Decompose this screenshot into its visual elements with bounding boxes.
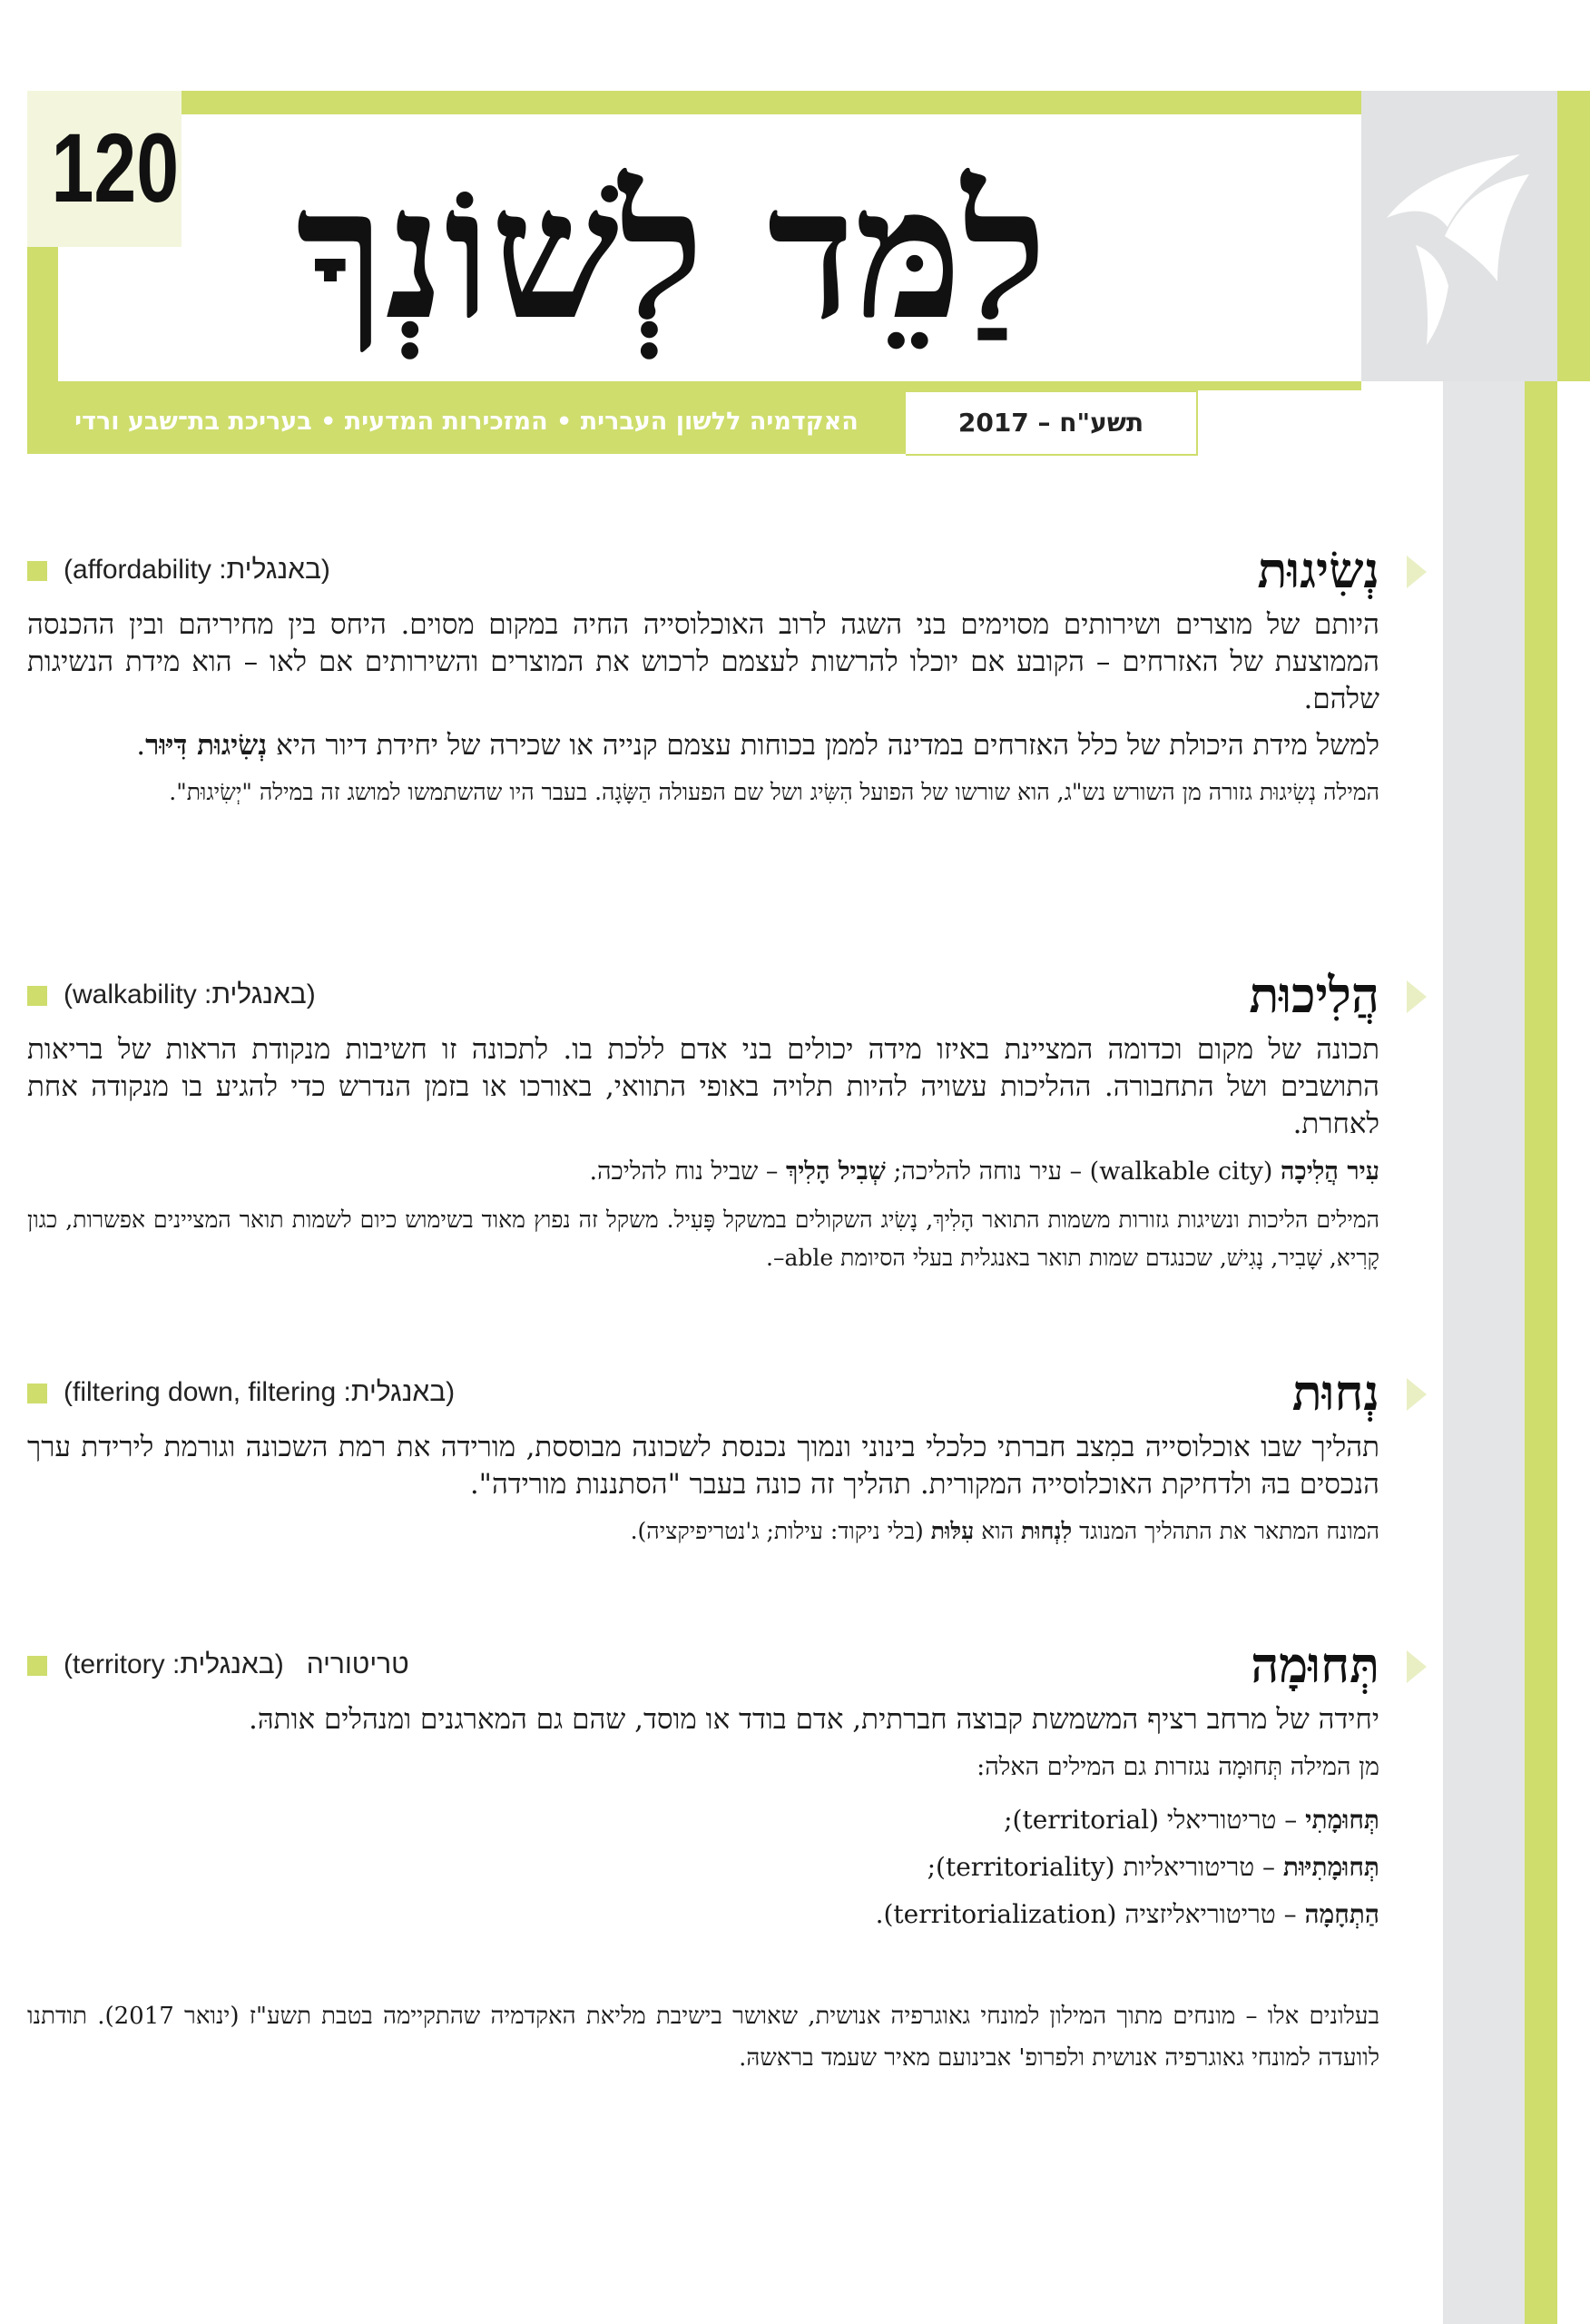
logo-stripe — [1557, 91, 1590, 381]
publisher-line: האקדמיה ללשון העברית • המזכירות המדעית • בעריכת בת־שבע ורדי — [27, 390, 906, 454]
entry-term: נְשִׂיגוּת — [1257, 541, 1379, 599]
entry-definition: תהליך שבו אוכלוסייה במִצב חברתי כלכלי בינוני ונמוך נכנסת לשכונה מבוססת, מורידה את רמת השכונה וגורמת לירידת ערך הנכסים בהּ ולדחיקת האוכלוסייה המקורית. תהליך זה כונה בעבר "הסתננות מורידה". — [27, 1431, 1379, 1501]
green-square-icon — [27, 1656, 47, 1676]
header-frame-top — [27, 91, 1361, 114]
example-term: עִיר הֲלִיכָה — [1281, 1157, 1379, 1186]
entry-nechut — [27, 1356, 1379, 1556]
right-margin-white — [1557, 381, 1590, 2324]
entry-heading-row — [27, 959, 1379, 1031]
entry-heading-row — [27, 534, 1379, 606]
entry-note: המונח המתאר את התהליך המנוגד לִנְחוּת הוא עִלּוּת (בלי ניקוד: עילות; ג'נטריפיקציה). — [630, 1518, 1379, 1544]
derivative-item: תְּחוּמָתִיּוּת – טריטוריאליות (territoriality); — [927, 1852, 1379, 1882]
entry-term: הֲלִיכוּת — [1249, 966, 1379, 1024]
year-label: תשע"ח – 2017 — [906, 390, 1198, 456]
right-margin-green — [1525, 381, 1557, 2324]
derivative-item: הַתְחָמָה – טריטוריאליזציה (territorialization). — [875, 1899, 1379, 1929]
chevron-marker-icon — [1407, 556, 1427, 588]
entry-term: נְחוּת — [1291, 1364, 1379, 1422]
chevron-marker-icon — [1407, 980, 1427, 1013]
logo-panel — [1361, 91, 1557, 381]
footer-note: בעלונים אלו – מונחים מתוך המילון למונחי גאוגרפיה אנושית, שאושר בישיבת מליאת האקדמיה שהתקיימה בטבת תשע"ז (ינואר 2017). תודתנו לוועדה למונחי גאוגרפיה אנושית ולפרופ' אבינועם מאיר שעמד בראשהּ. — [27, 2003, 1379, 2072]
derivatives-intro: מן המילה תְּחוּמָה נגזרות גם המילים האלה: — [977, 1753, 1379, 1781]
english-equivalent: (באנגלית: walkability) — [64, 980, 316, 1009]
academy-logo-icon — [1361, 91, 1557, 381]
masthead-title: לַמֵּד לְשׁוֹנְךָ — [296, 147, 1047, 360]
entry-definition: יחידה של מרחב רציף המשמשת קבוצה חברתית, אדם בודד או מוסד, שהם גם המארגנים ומנהלים אותהּ. — [248, 1703, 1379, 1736]
entry-term: תְּחוּמָה — [1251, 1636, 1379, 1694]
entry-definition: תכונה של מקום וכדומה המציינת באיזו מידה יכולים בני אדם ללכת בו. לתכונה זו חשיבות מנקודת הראות של בריאות התושבים ושל התחבורה. ההליכות עשויה להיות תלויה באופי התוואי, באורכו או בזמן הנדרש כדי להגיע בו מנקודה אחת לאחרת. — [27, 1033, 1379, 1140]
english-equivalent: טריטוריה (באנגלית: territory) — [64, 1649, 409, 1679]
derivative-item: תְּחוּמָתִי – טריטוריאלי (territorial); — [1004, 1805, 1379, 1835]
english-equivalent: (באנגלית: filtering down, filtering) — [64, 1377, 456, 1407]
green-square-icon — [27, 561, 47, 581]
right-margin-gray — [1443, 381, 1525, 2324]
entry-heading-row — [27, 1629, 1379, 1701]
issue-number: 120 — [51, 113, 180, 222]
entry-techuma — [27, 1629, 1379, 1938]
entry-examples: עִיר הֲלִיכָה (walkable city) – עיר נוחה להליכה; שְׁבִיל הָלִיךְ – שביל נוח להליכה. — [589, 1157, 1379, 1186]
entry-note: המילה נְשִׂיגוּת גזורה מן השורש נש"ג, הוא שורשו של הפועל הִשִּׂיג ושל שם הפעולה הַשָּׂגָה. בעבר היו שהשתמשו למושג זה במילה "יְשִׂיגוּת". — [169, 779, 1379, 805]
example-term: נְשִׂיגוּת דִּיּוּר — [145, 729, 268, 762]
entry-nesigut — [27, 534, 1379, 817]
entry-note: המילים הליכות ונשיגות גזורות משמות התואר הָלִיךְ, נָשִׂיג השקולים במשקל פָּעִיל. משקל זה נפוץ מאוד בשימוש כיום לשמות תואר המציינים אפשרות, כגון קָרִיא, שָׁבִיר, נָגִישׁ, שכנגדם שמות תואר באנגלית בעלי הסיומת able–. — [27, 1206, 1379, 1271]
header-frame-bottom — [27, 381, 1361, 390]
chevron-marker-icon — [1407, 1378, 1427, 1411]
transliteration: טריטוריה — [306, 1649, 409, 1679]
green-square-icon — [27, 986, 47, 1006]
example-term: שְׁבִיל הָלִיךְ — [785, 1157, 886, 1186]
entry-definition: היותם של מוצרים ושירותים מסוימים בני השגה לרוב האוכלוסייה החיה במקום מסוים. היחס בין מחיריהם ובין ההכנסה הממוצעת של האזרחים – הקובע אם יוכלו להרשות לעצמם לרכוש את המוצרים והשירותים אם לאו – הוא מידת הנשיגות שלהם. — [27, 608, 1379, 715]
english-equivalent: (באנגלית: affordability) — [64, 555, 330, 585]
entry-example: למשל מידת היכולת של כלל האזרחים במדינה לממן בכוחות עצמם קנייה או שכירה של יחידת דיור היא נְשִׂיגוּת דִּיּוּר. — [136, 729, 1379, 762]
chevron-marker-icon — [1407, 1650, 1427, 1683]
green-square-icon — [27, 1384, 47, 1403]
entry-heading-row — [27, 1356, 1379, 1429]
entry-halichut — [27, 959, 1379, 1283]
